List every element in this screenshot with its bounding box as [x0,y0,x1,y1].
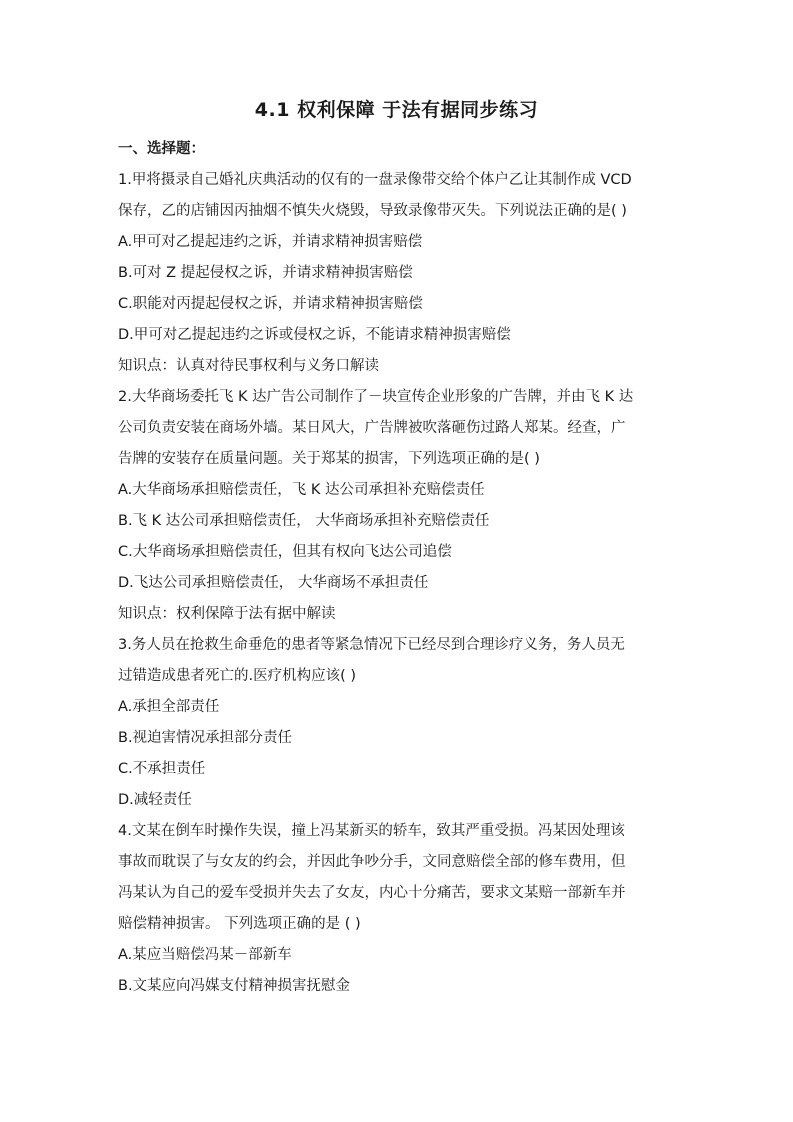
question-4-stem-line-3: 冯某认为自己的爱车受损并失去了女友，内心十分痛苦，要求文某赔一部新车并 [118,885,626,901]
page-title: 4.1 权利保障 于法有据同步练习 [254,99,539,121]
question-3-option-b: B.视迫害情况承担部分责任 [118,730,293,746]
question-1-stem-line-1: 1.甲将摄录自己婚礼庆典活动的仅有的一盘录像带交给个体户乙让其制作成 VCD [118,172,632,188]
question-1-option-b: B.可对 Z 提起侵权之诉，并请求精神损害赔偿 [118,265,413,281]
question-2-stem-line-2: 公司负责安装在商场外墙。某日风大，广告牌被吹落砸伤过路人郑某。经查，广 [118,420,626,436]
question-2-option-c: C.大华商场承担赔偿责任，但其有权向飞达公司追偿 [118,544,452,560]
document-body [118,134,678,1002]
section-heading: 一、选择题： [118,141,205,157]
question-1-option-a: A.甲可对乙提起违约之诉，并请求精神损害赔偿 [118,234,423,250]
question-4-stem-line-1: 4.文某在倒车时操作失误，撞上冯某新买的轿车，致其严重受损。冯某因处理该 [118,823,625,839]
question-3-option-c: C.不承担责任 [118,761,206,777]
question-3-option-a: A.承担全部责任 [118,699,220,715]
question-1-knowledge-note: 知识点：认真对待民事权利与义务口解读 [118,358,379,374]
question-2-option-b: B.飞 K 达公司承担赔偿责任， 大华商场承担补充赔偿责任 [118,513,490,529]
question-1-option-c: C.职能对丙提起侵权之诉，并请求精神损害赔偿 [118,296,423,312]
question-2-option-a: A.大华商场承担赔偿责任，飞 K 达公司承担补充赔偿责任 [118,482,485,498]
question-4-option-a: A.某应当赔偿冯某－部新车 [118,947,292,963]
question-1-stem-line-2: 保存，乙的店铺因丙抽烟不慎失火烧毁，导致录像带灭失。下列说法正确的是( ) [118,203,627,219]
question-3-option-d: D.减轻责任 [118,792,192,808]
question-2-stem-line-1: 2.大华商场委托飞 K 达广告公司制作了－块宣传企业形象的广告牌，并由飞 K 达 [118,389,634,405]
question-3-stem-line-1: 3.务人员在抢救生命垂危的患者等紧急情况下已经尽到合理诊疗义务，务人员无 [118,637,625,653]
question-4-stem-line-2: 事故而耽误了与女友的约会，并因此争吵分手，文同意赔偿全部的修车费用，但 [118,854,626,870]
question-2-stem-line-3: 告牌的安装存在质量问题。关于郑某的损害，下列选项正确的是( ) [118,451,540,467]
question-3-stem-line-2: 过错造成患者死亡的.医疗机构应该( ) [118,668,357,684]
question-4-stem-line-4: 赔偿精神损害。 下列选项正确的是 ( ) [118,916,361,932]
question-1-option-d: D.甲可对乙提起违约之诉或侵权之诉，不能请求精神损害赔偿 [118,327,511,343]
question-2-knowledge-note: 知识点：权利保障于法有据中解读 [118,606,336,622]
question-2-option-d: D.飞达公司承担赔偿责任， 大华商场不承担责任 [118,575,429,591]
question-4-option-b: B.文某应向冯媒支付精神损害抚慰金 [118,978,351,994]
